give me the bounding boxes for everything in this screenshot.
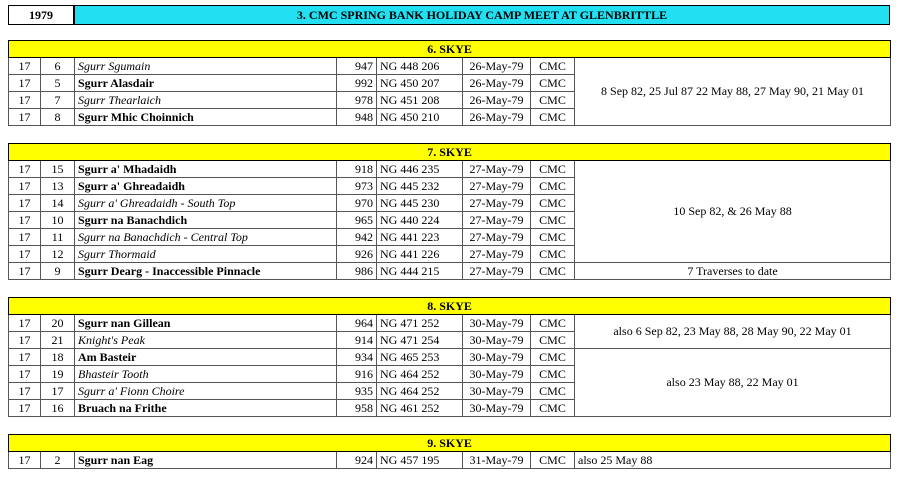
hill-name-cell: Sgurr a' Ghreadaidh - South Top	[75, 195, 337, 212]
height-cell: 934	[337, 349, 377, 366]
date-cell: 27-May-79	[463, 178, 531, 195]
section-table	[8, 40, 891, 126]
hill-name-cell: Sgurr Thormaid	[75, 246, 337, 263]
table-row	[9, 315, 891, 332]
height-cell: 916	[337, 366, 377, 383]
section-title: 6. SKYE	[9, 41, 891, 58]
hill-name-cell: Sgurr nan Eag	[75, 452, 337, 469]
club-cell: CMC	[531, 178, 575, 195]
notes-cell: also 6 Sep 82, 23 May 88, 28 May 90, 22 May 01	[575, 315, 891, 349]
club-cell: CMC	[531, 332, 575, 349]
col-b-cell: 9	[41, 263, 75, 280]
height-cell: 965	[337, 212, 377, 229]
grid-ref-cell: NG 471 254	[377, 332, 463, 349]
col-a-cell: 17	[9, 229, 41, 246]
height-cell: 958	[337, 400, 377, 417]
table-row	[9, 263, 891, 280]
hill-name-cell: Sgurr na Banachdich - Central Top	[75, 229, 337, 246]
col-a-cell: 17	[9, 195, 41, 212]
col-b-cell: 8	[41, 109, 75, 126]
col-a-cell: 17	[9, 400, 41, 417]
date-cell: 27-May-79	[463, 246, 531, 263]
col-a-cell: 17	[9, 92, 41, 109]
hill-name-cell: Sgurr a' Fionn Choire	[75, 383, 337, 400]
height-cell: 942	[337, 229, 377, 246]
club-cell: CMC	[531, 195, 575, 212]
club-cell: CMC	[531, 92, 575, 109]
col-a-cell: 17	[9, 383, 41, 400]
col-b-cell: 5	[41, 75, 75, 92]
height-cell: 924	[337, 452, 377, 469]
height-cell: 986	[337, 263, 377, 280]
col-b-cell: 13	[41, 178, 75, 195]
club-cell: CMC	[531, 229, 575, 246]
date-cell: 26-May-79	[463, 75, 531, 92]
grid-ref-cell: NG 445 230	[377, 195, 463, 212]
date-cell: 30-May-79	[463, 315, 531, 332]
club-cell: CMC	[531, 383, 575, 400]
height-cell: 948	[337, 109, 377, 126]
hill-name-cell: Knight's Peak	[75, 332, 337, 349]
section-title: 8. SKYE	[9, 298, 891, 315]
grid-ref-cell: NG 446 235	[377, 161, 463, 178]
section-table	[8, 434, 891, 469]
col-b-cell: 16	[41, 400, 75, 417]
col-a-cell: 17	[9, 161, 41, 178]
hill-name-cell: Bruach na Frithe	[75, 400, 337, 417]
hill-name-cell: Am Basteir	[75, 349, 337, 366]
date-cell: 27-May-79	[463, 229, 531, 246]
date-cell: 26-May-79	[463, 109, 531, 126]
height-cell: 978	[337, 92, 377, 109]
grid-ref-cell: NG 448 206	[377, 58, 463, 75]
notes-cell: also 25 May 88	[575, 452, 891, 469]
notes-cell: 7 Traverses to date	[575, 263, 891, 280]
section-title: 9. SKYE	[9, 435, 891, 452]
notes-cell: 8 Sep 82, 25 Jul 87 22 May 88, 27 May 90, 21 May 01	[575, 58, 891, 126]
date-cell: 27-May-79	[463, 263, 531, 280]
col-a-cell: 17	[9, 58, 41, 75]
date-cell: 26-May-79	[463, 92, 531, 109]
grid-ref-cell: NG 465 253	[377, 349, 463, 366]
club-cell: CMC	[531, 349, 575, 366]
col-b-cell: 11	[41, 229, 75, 246]
date-cell: 30-May-79	[463, 349, 531, 366]
date-cell: 26-May-79	[463, 58, 531, 75]
grid-ref-cell: NG 441 223	[377, 229, 463, 246]
grid-ref-cell: NG 461 252	[377, 400, 463, 417]
club-cell: CMC	[531, 161, 575, 178]
header-year: 1979	[8, 5, 74, 25]
table-row	[9, 161, 891, 178]
col-a-cell: 17	[9, 75, 41, 92]
col-b-cell: 7	[41, 92, 75, 109]
section-table	[8, 143, 891, 280]
hill-name-cell: Sgurr na Banachdich	[75, 212, 337, 229]
height-cell: 918	[337, 161, 377, 178]
hill-name-cell: Bhasteir Tooth	[75, 366, 337, 383]
col-a-cell: 17	[9, 315, 41, 332]
col-a-cell: 17	[9, 246, 41, 263]
col-a-cell: 17	[9, 366, 41, 383]
hill-name-cell: Sgurr Mhic Choinnich	[75, 109, 337, 126]
date-cell: 27-May-79	[463, 212, 531, 229]
date-cell: 30-May-79	[463, 383, 531, 400]
grid-ref-cell: NG 444 215	[377, 263, 463, 280]
hill-name-cell: Sgurr Thearlaich	[75, 92, 337, 109]
grid-ref-cell: NG 457 195	[377, 452, 463, 469]
header-title: 3. CMC SPRING BANK HOLIDAY CAMP MEET AT GLENBRITTLE	[74, 5, 890, 25]
club-cell: CMC	[531, 246, 575, 263]
table-row	[9, 349, 891, 366]
date-cell: 31-May-79	[463, 452, 531, 469]
table-row	[9, 58, 891, 75]
grid-ref-cell: NG 440 224	[377, 212, 463, 229]
grid-ref-cell: NG 450 210	[377, 109, 463, 126]
club-cell: CMC	[531, 109, 575, 126]
club-cell: CMC	[531, 58, 575, 75]
height-cell: 935	[337, 383, 377, 400]
club-cell: CMC	[531, 452, 575, 469]
col-b-cell: 15	[41, 161, 75, 178]
hill-name-cell: Sgurr nan Gillean	[75, 315, 337, 332]
height-cell: 973	[337, 178, 377, 195]
club-cell: CMC	[531, 212, 575, 229]
hill-name-cell: Sgurr a' Ghreadaidh	[75, 178, 337, 195]
col-b-cell: 14	[41, 195, 75, 212]
col-b-cell: 17	[41, 383, 75, 400]
col-b-cell: 6	[41, 58, 75, 75]
grid-ref-cell: NG 441 226	[377, 246, 463, 263]
date-cell: 27-May-79	[463, 195, 531, 212]
height-cell: 964	[337, 315, 377, 332]
col-a-cell: 17	[9, 212, 41, 229]
date-cell: 30-May-79	[463, 400, 531, 417]
hill-name-cell: Sgurr Dearg - Inaccessible Pinnacle	[75, 263, 337, 280]
col-b-cell: 19	[41, 366, 75, 383]
col-a-cell: 17	[9, 349, 41, 366]
col-a-cell: 17	[9, 332, 41, 349]
col-a-cell: 17	[9, 263, 41, 280]
hill-name-cell: Sgurr a' Mhadaidh	[75, 161, 337, 178]
col-a-cell: 17	[9, 452, 41, 469]
club-cell: CMC	[531, 366, 575, 383]
col-b-cell: 20	[41, 315, 75, 332]
grid-ref-cell: NG 451 208	[377, 92, 463, 109]
grid-ref-cell: NG 450 207	[377, 75, 463, 92]
height-cell: 947	[337, 58, 377, 75]
grid-ref-cell: NG 464 252	[377, 366, 463, 383]
grid-ref-cell: NG 471 252	[377, 315, 463, 332]
club-cell: CMC	[531, 315, 575, 332]
col-b-cell: 10	[41, 212, 75, 229]
col-a-cell: 17	[9, 178, 41, 195]
col-b-cell: 12	[41, 246, 75, 263]
club-cell: CMC	[531, 75, 575, 92]
height-cell: 992	[337, 75, 377, 92]
col-b-cell: 2	[41, 452, 75, 469]
section-table	[8, 297, 891, 417]
height-cell: 926	[337, 246, 377, 263]
hill-name-cell: Sgurr Sgumain	[75, 58, 337, 75]
notes-cell: also 23 May 88, 22 May 01	[575, 349, 891, 417]
table-row	[9, 452, 891, 469]
grid-ref-cell: NG 445 232	[377, 178, 463, 195]
club-cell: CMC	[531, 263, 575, 280]
col-b-cell: 18	[41, 349, 75, 366]
date-cell: 30-May-79	[463, 366, 531, 383]
date-cell: 30-May-79	[463, 332, 531, 349]
section-title: 7. SKYE	[9, 144, 891, 161]
notes-cell: 10 Sep 82, & 26 May 88	[575, 161, 891, 263]
hill-name-cell: Sgurr Alasdair	[75, 75, 337, 92]
col-b-cell: 21	[41, 332, 75, 349]
col-a-cell: 17	[9, 109, 41, 126]
height-cell: 914	[337, 332, 377, 349]
height-cell: 970	[337, 195, 377, 212]
date-cell: 27-May-79	[463, 161, 531, 178]
club-cell: CMC	[531, 400, 575, 417]
grid-ref-cell: NG 464 252	[377, 383, 463, 400]
